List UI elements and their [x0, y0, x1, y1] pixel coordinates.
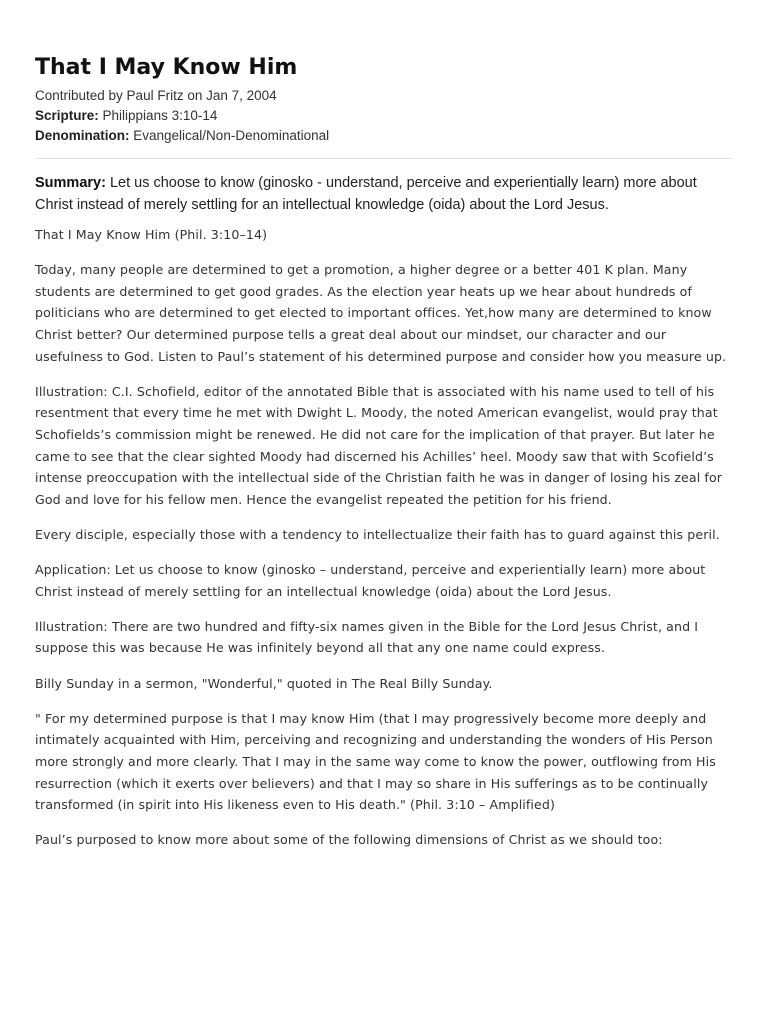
contributed-by: Contributed by Paul Fritz on Jan 7, 2004 — [35, 88, 277, 103]
paragraph: Application: Let us choose to know (ginosko – understand, perceive and experientially learn) more about Christ instead of merely settling for an intellectual knowledge (oida) about the Lord Jesus. — [35, 562, 706, 599]
paragraph: " For my determined purpose is that I may know Him (that I may progressively become more deeply and intimately acquainted with Him, perceiving and recognizing and understanding the wonders of His Person more strongly and more clearly. That I may in the same way come to know the power, outflowing from His resurrection (which it exerts over believers) and that I may so share in His sufferings as to be continually transformed (in spirit into His likeness even to His death." (Phil. 3:10 – Amplified) — [35, 710, 716, 813]
divider — [35, 158, 733, 159]
sermon-subtitle: That I May Know Him (Phil. 3:10–14) — [35, 227, 268, 242]
denomination-value: Evangelical/Non-Denominational — [133, 128, 330, 143]
denomination-row — [35, 126, 733, 146]
paragraph: Paul’s purposed to know more about some of the following dimensions of Christ as we should too: — [35, 832, 663, 848]
page-title: That I May Know Him — [35, 55, 298, 80]
paragraph: Illustration: There are two hundred and fifty-six names given in the Bible for the Lord Jesus Christ, and I suppose this was because He was infinitely beyond all that any one name could express. — [35, 618, 699, 656]
sermon-body — [35, 224, 733, 851]
paragraph: Illustration: C.I. Schofield, editor of the annotated Bible that is associated with his name used to tell of his resentment that every time he met with Dwight L. Moody, the noted American evangelist, would pray that Schofields’s commission might be renewed. He did not care for the implication of that prayer. But later he came to see that the clear sighted Moody had discerned his Achilles’ heel. Moody saw that with Scofield’s intense preoccupation with the intellectual side of the Christian faith he was in danger of losing his zeal for God and love for his fellow men. Hence the evangelist repeated the petition for his friend. — [35, 383, 723, 507]
paragraph: Billy Sunday in a sermon, "Wonderful," quoted in The Real Billy Sunday. — [35, 675, 493, 691]
scripture-row — [35, 106, 733, 126]
summary-label: Summary: — [35, 175, 106, 191]
sermon-page — [35, 0, 733, 851]
sermon-meta — [35, 86, 733, 146]
scripture-label: Scripture: — [35, 108, 99, 123]
paragraph: Every disciple, especially those with a tendency to intellectualize their faith has to guard against this peril. — [35, 526, 720, 542]
scripture-value: Philippians 3:10-14 — [102, 108, 218, 123]
paragraph: Today, many people are determined to get a promotion, a higher degree or a better 401 K plan. Many students are determined to get good grades. As the election year heats up we hear about hundreds of politicians who are determined to get elected to important offices. Yet,how many are determined to know Christ better? Our determined purpose tells a great deal about our mindset, our character and our usefulness to God. Listen to Paul’s statement of his determined purpose and consider how you measure up. — [35, 262, 727, 364]
summary — [35, 173, 733, 216]
denomination-label: Denomination: — [35, 128, 130, 143]
summary-text: Let us choose to know (ginosko - understand, perceive and experientially learn) more about Christ instead of merely settling for an intellectual knowledge (oida) about the Lord Jesus. — [35, 175, 697, 213]
